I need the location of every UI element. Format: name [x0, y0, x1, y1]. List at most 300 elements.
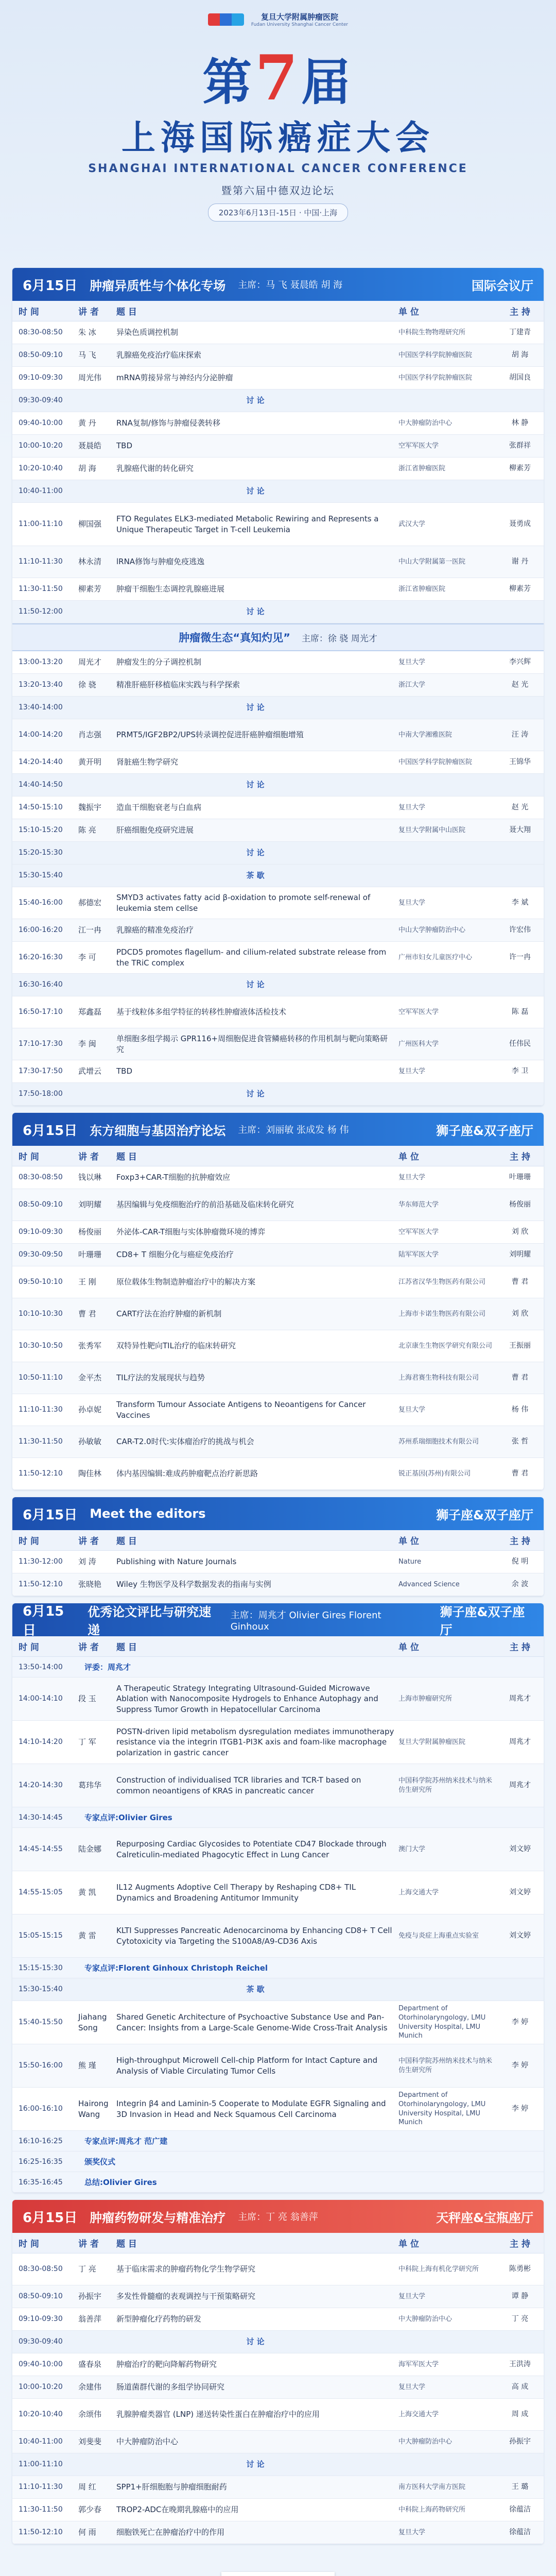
speaker-name: 段 玉 [78, 1694, 96, 1704]
agenda-row [12, 2499, 544, 2521]
session-time: 14:40-14:50 [19, 781, 63, 789]
speaker-org: 广州市妇女儿童医疗中心 [398, 953, 473, 961]
session-host: 赵 光 [511, 803, 529, 812]
speaker-name: 周光才 [78, 657, 102, 667]
agenda-row [12, 674, 544, 697]
session-host: 陈勇彬 [509, 2265, 531, 2274]
session-time: 15:10-15:20 [19, 826, 63, 835]
talk-topic: 精准肝癌肝移植临床实践与科学探索 [116, 680, 240, 690]
talk-topic: KLTI Suppresses Pancreatic Adenocarcinoma by Enhancing CD8+ T Cell Cytotoxicity via Targeting the S100A8/A9-CD36 Axis [116, 1926, 392, 1946]
speaker-org: 复旦大学 [398, 2383, 426, 2391]
agenda-row [12, 1330, 544, 1362]
agenda [0, 268, 556, 2544]
talk-topic: TBD [116, 441, 133, 451]
session-time: 10:20-10:40 [19, 464, 63, 473]
break-row [12, 774, 544, 796]
session-time: 14:00-14:20 [19, 731, 63, 739]
agenda-note-text: 专家点评:Olivier Gires [84, 1813, 172, 1822]
talk-topic: PRMT5/IGF2BP2/UPS转录调控促进肝癌肿瘤细胞增殖 [116, 730, 304, 740]
talk-topic: 原位载体生物制造肿瘤治疗中的解决方案 [116, 1277, 256, 1287]
agenda-row [12, 942, 544, 974]
agenda-note [12, 1958, 544, 1978]
talk-topic: TROP2-ADC在晚期乳腺癌中的应用 [116, 2505, 239, 2515]
session-time: 10:40-11:00 [19, 2437, 63, 2446]
session-host: 刘 欣 [511, 1310, 529, 1318]
session-time: 10:00-10:20 [19, 2383, 63, 2392]
speaker-name: 刘斐斐 [78, 2437, 102, 2447]
speaker-name: 何 雨 [78, 2528, 96, 2537]
agenda-note [12, 1657, 544, 1677]
session-host: 胡 海 [511, 351, 529, 360]
speaker-org: 中国科学院苏州纳米技术与纳米仿生研究所 [398, 1776, 493, 1794]
session-time: 11:30-12:00 [19, 1557, 63, 1566]
speaker-org: 陆军军医大学 [398, 1250, 439, 1259]
session-time: 15:20-15:30 [19, 849, 63, 857]
speaker-name: 陶佳林 [78, 1469, 102, 1479]
column-header-time: 时 间 [19, 2239, 39, 2249]
speaker-org: 广州医科大学 [398, 1040, 439, 1048]
conference-title-en: SHANGHAI INTERNATIONAL CANCER CONFERENCE [88, 162, 468, 175]
agenda-row [12, 2088, 544, 2131]
talk-topic: CD8+ T 细胞分化与癌症免疫治疗 [116, 1250, 234, 1260]
session-time: 09:10-09:30 [19, 1228, 63, 1236]
session-time: 08:30-08:50 [19, 328, 63, 337]
agenda-row [12, 367, 544, 389]
talk-topic: SMYD3 activates fatty acid β-oxidation to promote self-renewal of leukemia stem cellse [116, 893, 371, 913]
session-host: 徐蕴洁 [509, 2528, 531, 2537]
session-host: 刘文婷 [509, 1845, 531, 1854]
session-time: 14:55-15:05 [19, 1888, 63, 1897]
talk-topic: 讨 论 [246, 848, 265, 858]
agenda-note-time: 16:25-16:35 [19, 2157, 63, 2166]
edition-number: 7 [255, 42, 301, 114]
section-date: 6月15日 [23, 1123, 78, 1139]
speaker-name: 叶珊珊 [78, 1250, 102, 1260]
section-date: 6月15日 [23, 278, 78, 294]
speaker-org: 北京康生生物医学研究有限公司 [398, 1342, 493, 1350]
talk-topic: 茶 歇 [246, 1985, 265, 1994]
speaker-name: 孙卓妮 [78, 1405, 102, 1415]
speaker-name: Jiahang Song [78, 2012, 107, 2032]
session-host: 李 婷 [511, 2061, 529, 2070]
speaker-name: 刘明耀 [78, 1200, 102, 1210]
speaker-name: 周 红 [78, 2482, 96, 2492]
speaker-name: 陆金娜 [78, 1844, 102, 1854]
speaker-org: 空军军医大学 [398, 442, 439, 450]
speaker-org: 复旦大学 [398, 1067, 426, 1075]
speaker-org: 上海交通大学 [398, 1888, 439, 1896]
section-hall: 狮子座&双子座厅 [440, 1605, 525, 1637]
speaker-name: 肖志强 [78, 730, 102, 740]
speaker-name: 黄 凯 [78, 1888, 96, 1897]
speaker-name: 杨俊丽 [78, 1227, 102, 1237]
section-header [12, 268, 544, 301]
agenda-row [12, 1266, 544, 1298]
speaker-name: 聂晨皓 [78, 441, 102, 451]
talk-topic: 体内基因编辑:难成药肿瘤靶点治疗新思路 [116, 1469, 258, 1479]
speaker-org: 免疫与炎症上海重点实验室 [398, 1931, 479, 1940]
session-host: 林 静 [511, 419, 529, 428]
session-host: 谭 静 [511, 2292, 529, 2301]
session-host: 周兆才 [509, 1738, 531, 1747]
session-time: 17:50-18:00 [19, 1090, 63, 1098]
section-chair: 主席：刘丽敏 张成发 杨 伟 [238, 1125, 349, 1136]
talk-topic: 乳腺癌代谢的转化研究 [116, 464, 194, 473]
agenda-row [12, 2521, 544, 2544]
talk-topic: 讨 论 [246, 1089, 265, 1099]
agenda-row [12, 578, 544, 601]
session-host: 聂大翔 [509, 826, 531, 835]
speaker-org: 中山大学附属第一医院 [398, 557, 466, 566]
speaker-org: 复旦大学 [398, 2292, 426, 2300]
conference-subtitle: 暨第六届中德双边论坛 [221, 184, 335, 197]
edition-prefix: 第 [202, 53, 255, 111]
talk-topic: SPP1+肝细胞胞与肿瘤细胞耐药 [116, 2482, 227, 2492]
conference-date: 2023年6月13日-15日 · 中国·上海 [208, 204, 348, 222]
column-header-host: 主 持 [510, 2239, 530, 2249]
agenda-row [12, 1573, 544, 1596]
session-host: 周 成 [511, 2410, 529, 2419]
agenda-section [12, 268, 544, 1106]
session-time: 16:20-16:30 [19, 953, 63, 962]
break-row [12, 480, 544, 503]
session-host: 张群祥 [509, 442, 531, 450]
speaker-org: 空军军医大学 [398, 1008, 439, 1016]
session-host: 陈 磊 [511, 1008, 529, 1016]
column-header-host: 主 持 [510, 307, 530, 317]
break-row [12, 865, 544, 887]
talk-topic: 讨 论 [246, 486, 265, 496]
speaker-name: 武增云 [78, 1066, 102, 1076]
speaker-name: 余颂伟 [78, 2410, 102, 2419]
speaker-name: 张秀军 [78, 1341, 102, 1351]
session-host: 丁 亮 [511, 2315, 529, 2324]
session-host: 高 成 [511, 2383, 529, 2392]
column-header-host: 主 持 [510, 1642, 530, 1653]
speaker-name: 丁 军 [78, 1737, 96, 1747]
column-header-org: 单 位 [398, 1642, 419, 1653]
agenda-row [12, 1166, 544, 1189]
session-time: 11:50-12:10 [19, 1469, 63, 1478]
agenda-note-time: 15:15-15:30 [19, 1963, 63, 1972]
speaker-name: 黄 雷 [78, 1931, 96, 1941]
session-time: 16:30-16:40 [19, 980, 63, 989]
agenda-note-time: 16:35-16:45 [19, 2178, 63, 2187]
session-host: 曹 君 [511, 1278, 529, 1286]
session-host: 刘 欣 [511, 1228, 529, 1236]
talk-topic: 基于临床需求的肿瘤药物化学生物学研究 [116, 2264, 256, 2274]
column-header-row [12, 1146, 544, 1166]
column-header-time: 时 间 [19, 1642, 39, 1653]
talk-topic: CART疗法在治疗肿瘤的新机制 [116, 1309, 222, 1319]
conference-logo [208, 13, 244, 26]
agenda-row [12, 1828, 544, 1871]
speaker-name: 孙振宇 [78, 2292, 102, 2301]
session-time: 15:30-15:40 [19, 871, 63, 880]
talk-topic: Foxp3+CAR-T细胞的抗肿瘤效应 [116, 1173, 231, 1182]
agenda-row [12, 1060, 544, 1083]
section-hall: 狮子座&双子座厅 [436, 1507, 533, 1522]
section-date: 6月15日 [23, 1604, 64, 1638]
session-time: 09:30-09:50 [19, 1250, 63, 1259]
speaker-name: 孙敏敏 [78, 1437, 102, 1447]
talk-topic: 外泌体-CAR-T细胞与实体肿瘤微环境的博弈 [116, 1227, 266, 1237]
session-host: 谢 丹 [511, 557, 529, 566]
registration-qr-code[interactable] [221, 2572, 335, 2576]
session-time: 08:50-09:10 [19, 351, 63, 360]
agenda-note-text: 评委：周兆才 [84, 1663, 131, 1672]
talk-topic: CAR-T2.0时代:实体瘤治疗的挑战与机会 [116, 1437, 254, 1447]
session-host: 曹 君 [511, 1469, 529, 1478]
agenda-row [12, 2044, 544, 2088]
talk-topic: 单细胞多组学揭示 GPR116+周细胞促进食管鳞癌转移的作用机制与靶向策略研究 [116, 1034, 388, 1054]
break-row [12, 842, 544, 865]
talk-topic: 基因编辑与免疫细胞治疗的前沿基础及临床转化研究 [116, 1200, 294, 1210]
session-time: 08:50-09:10 [19, 2292, 63, 2301]
session-time: 10:50-11:10 [19, 1374, 63, 1382]
session-host: 赵 光 [511, 681, 529, 689]
speaker-org: Department of Otorhinolaryngology, LMU University Hospital, LMU Munich [398, 2005, 486, 2040]
agenda-row [12, 2353, 544, 2376]
session-time: 13:00-13:20 [19, 658, 63, 667]
session-host: 王 璐 [511, 2483, 529, 2492]
speaker-org: 复旦大学附属肿瘤医院 [398, 1738, 466, 1746]
speaker-org: 海军军医大学 [398, 2360, 439, 2368]
speaker-name: 丁 亮 [78, 2264, 96, 2274]
column-header-row [12, 1636, 544, 1657]
column-header-speaker: 讲 者 [78, 1152, 99, 1162]
speaker-name: 刘 涛 [78, 1557, 96, 1567]
break-row [12, 697, 544, 719]
speaker-name: 柳国强 [78, 519, 102, 529]
session-time: 09:40-10:00 [19, 2360, 63, 2369]
session-time: 09:30-09:40 [19, 396, 63, 405]
talk-topic: lRNA修饰与肿瘤免疫逃逸 [116, 557, 205, 567]
agenda-row [12, 1677, 544, 1721]
speaker-org: 上海市肿瘤研究所 [398, 1694, 453, 1703]
speaker-org: 中山大学肿瘤防治中心 [398, 926, 466, 934]
agenda-row [12, 2285, 544, 2308]
agenda-row [12, 1871, 544, 1914]
speaker-name: 余建伟 [78, 2382, 102, 2392]
column-header-org: 单 位 [398, 2239, 419, 2249]
subsession-title: 肿瘤微生态“真知灼见” [179, 632, 290, 644]
column-header-host: 主 持 [510, 1536, 530, 1547]
agenda-row [12, 887, 544, 919]
speaker-name: 王 刚 [78, 1277, 96, 1287]
speaker-name: 黄 丹 [78, 418, 96, 428]
agenda-row [12, 2376, 544, 2399]
talk-topic: 细胞铁死亡在肿瘤治疗中的作用 [116, 2528, 225, 2537]
talk-topic: 乳腺肿瘤类器官 (LNP) 递送转染性蛋白在肿瘤治疗中的应用 [116, 2410, 320, 2419]
column-header-speaker: 讲 者 [78, 2239, 99, 2249]
agenda-section [12, 1113, 544, 1490]
session-host: 柳素芳 [509, 585, 531, 594]
speaker-org: 武汉大学 [398, 520, 426, 528]
talk-topic: 茶 歇 [246, 871, 265, 880]
break-row [12, 389, 544, 412]
agenda-note-text: 专家点评:周兆才 范广建 [84, 2137, 168, 2146]
talk-topic: 乳腺癌的精准免疫治疗 [116, 925, 194, 935]
session-host: 刘明耀 [509, 1250, 531, 1259]
session-time: 09:10-09:30 [19, 2315, 63, 2324]
column-header-org: 单 位 [398, 1536, 419, 1547]
speaker-name: 胡 海 [78, 464, 96, 473]
talk-topic: 造血干细胞衰老与白血病 [116, 803, 202, 812]
session-time: 14:45-14:55 [19, 1845, 63, 1854]
speaker-org: 江苏省汉华生物医药有限公司 [398, 1278, 486, 1286]
column-header-time: 时 间 [19, 307, 39, 317]
talk-topic: 肝癌细胞免疫研究进展 [116, 825, 194, 835]
speaker-org: Nature [398, 1557, 422, 1566]
agenda-row [12, 1221, 544, 1244]
talk-topic: 讨 论 [246, 980, 265, 990]
agenda-row [12, 2431, 544, 2453]
column-header-row [12, 2233, 544, 2253]
logo-row [0, 0, 556, 27]
session-host: 王锦华 [509, 758, 531, 767]
session-time: 09:40-10:00 [19, 419, 63, 428]
session-time: 11:00-11:10 [19, 2460, 63, 2469]
session-time: 15:05-15:15 [19, 1931, 63, 1940]
session-time: 09:10-09:30 [19, 374, 63, 382]
session-time: 08:30-08:50 [19, 2265, 63, 2274]
org-logo [251, 11, 348, 27]
column-header-topic: 题 目 [116, 307, 137, 317]
session-time: 11:10-11:30 [19, 1405, 63, 1414]
speaker-name: 郑鑫磊 [78, 1007, 102, 1017]
speaker-name: 郭少春 [78, 2505, 102, 2515]
session-host: 杨 伟 [511, 1405, 529, 1414]
agenda-section [12, 2200, 544, 2544]
section-header [12, 2200, 544, 2233]
agenda-row [12, 996, 544, 1028]
break-row [12, 1978, 544, 2001]
session-time: 15:40-16:00 [19, 899, 63, 907]
speaker-name: 盛春泉 [78, 2360, 102, 2369]
talk-topic: Integrin β4 and Laminin-5 Cooperate to Modulate EGFR Signaling and 3D Invasion in Head and Neck Squamous Cell Carcinoma [116, 2099, 386, 2119]
talk-topic: 多发性骨髓瘤的表观调控与干预策略研究 [116, 2292, 256, 2301]
speaker-org: 浙江大学 [398, 681, 426, 689]
agenda-row [12, 503, 544, 546]
session-host: 李 婷 [511, 2018, 529, 2027]
session-time: 10:20-10:40 [19, 2410, 63, 2419]
speaker-name: 熊 瑾 [78, 2061, 96, 2071]
session-host: 聂勇成 [509, 520, 531, 529]
speaker-name: 柳素芳 [78, 584, 102, 594]
column-header-topic: 题 目 [116, 1152, 137, 1162]
agenda-row [12, 1362, 544, 1394]
session-time: 11:30-11:50 [19, 1437, 63, 1446]
agenda-note-time: 16:10-16:25 [19, 2137, 63, 2145]
session-time: 15:50-16:00 [19, 2061, 63, 2070]
speaker-org: 复旦大学 [398, 803, 426, 811]
talk-topic: 讨 论 [246, 2337, 265, 2347]
speaker-org: 空军军医大学 [398, 1228, 439, 1236]
agenda-note [12, 2151, 544, 2172]
session-time: 11:10-11:30 [19, 557, 63, 566]
talk-topic: RNA复制/修饰与肿瘤侵袭转移 [116, 418, 220, 428]
session-time: 17:30-17:50 [19, 1067, 63, 1076]
speaker-name: 江一冉 [78, 925, 102, 935]
session-time: 11:50-12:00 [19, 607, 63, 616]
agenda-row [12, 435, 544, 457]
session-host: 汪 涛 [511, 731, 529, 739]
speaker-org: 中南大学湘雅医院 [398, 731, 453, 739]
talk-topic: 中大肿瘤防治中心 [116, 2437, 179, 2447]
talk-topic: 异染色质调控机制 [116, 328, 179, 337]
session-time: 08:50-09:10 [19, 1200, 63, 1209]
speaker-org: 南方医科大学南方医院 [398, 2483, 466, 2491]
agenda-note-time: 14:30-14:45 [19, 1813, 63, 1822]
session-host: 胡国良 [509, 374, 531, 382]
section-chair: 主席：周兆才 Olivier Gires Florent Ginhoux [230, 1609, 381, 1632]
speaker-org: 中国科学院苏州纳米技术与纳米仿生研究所 [398, 2057, 493, 2074]
break-row [12, 1083, 544, 1106]
session-time: 15:40-15:50 [19, 2018, 63, 2027]
session-time: 16:00-16:10 [19, 2105, 63, 2113]
subsession-chair: 主席：徐 骁 周光才 [301, 633, 377, 644]
conference-title: 上海国际癌症大会 [121, 117, 435, 158]
agenda-row [12, 1394, 544, 1426]
speaker-name: 李 闽 [78, 1039, 96, 1049]
speaker-org: 锐正基因(苏州)有限公司 [398, 1469, 471, 1478]
agenda-row [12, 457, 544, 480]
speaker-org: 中国医学科学院肿瘤医院 [398, 758, 473, 766]
speaker-name: 张晓艳 [78, 1580, 102, 1589]
edition-title [0, 42, 556, 114]
session-host: 周兆才 [509, 1694, 531, 1703]
talk-topic: 讨 论 [246, 396, 265, 405]
speaker-org: 中国医学科学院肿瘤医院 [398, 374, 473, 382]
talk-topic: 肿瘤干细胞生态调控乳腺癌进展 [116, 584, 225, 594]
session-time: 10:00-10:20 [19, 442, 63, 450]
talk-topic: TBD [116, 1066, 133, 1076]
session-time: 11:50-12:10 [19, 2528, 63, 2537]
speaker-org: 中大肿瘤防治中心 [398, 2437, 453, 2446]
agenda-note [12, 2172, 544, 2193]
session-host: 王洪涛 [509, 2360, 531, 2369]
speaker-org: 上海君赛生物科技有限公司 [398, 1374, 479, 1382]
session-host: 倪 明 [511, 1557, 529, 1566]
agenda-row [12, 1914, 544, 1958]
org-name-en: Fudan University Shanghai Cancer Center [251, 22, 349, 27]
speaker-name: 黄开明 [78, 757, 102, 767]
speaker-name: 葛玮华 [78, 1781, 102, 1790]
section-title: 东方细胞与基因治疗论坛 [90, 1123, 226, 1138]
section-header [12, 1603, 544, 1636]
session-time: 11:00-11:10 [19, 520, 63, 529]
talk-topic: 讨 论 [246, 607, 265, 617]
session-host: 张 哲 [511, 1437, 529, 1446]
session-host: 王振丽 [509, 1342, 531, 1350]
agenda-row [12, 919, 544, 942]
edition-suffix: 届 [301, 53, 354, 111]
agenda-note [12, 2131, 544, 2151]
talk-topic: Wiley 生物医学及科学数据发表的指南与实例 [116, 1580, 271, 1589]
break-row [12, 2331, 544, 2353]
session-time: 14:50-15:10 [19, 803, 63, 812]
speaker-org: 复旦大学 [398, 658, 426, 666]
talk-topic: Repurposing Cardiac Glycosides to Potentiate CD47 Blockade through Calreticulin-mediated Phagocytic Effect in Lung Cancer [116, 1839, 387, 1859]
speaker-org: 中大肿瘤防治中心 [398, 419, 453, 427]
speaker-org: 中科院上海有机化学研究所 [398, 2265, 479, 2273]
session-time: 11:30-11:50 [19, 2505, 63, 2514]
agenda-row [12, 1028, 544, 1060]
agenda-row [12, 1298, 544, 1330]
section-chair: 主席：马 飞 聂晨皓 胡 海 [238, 280, 343, 291]
session-host: 孙振宇 [509, 2437, 531, 2446]
